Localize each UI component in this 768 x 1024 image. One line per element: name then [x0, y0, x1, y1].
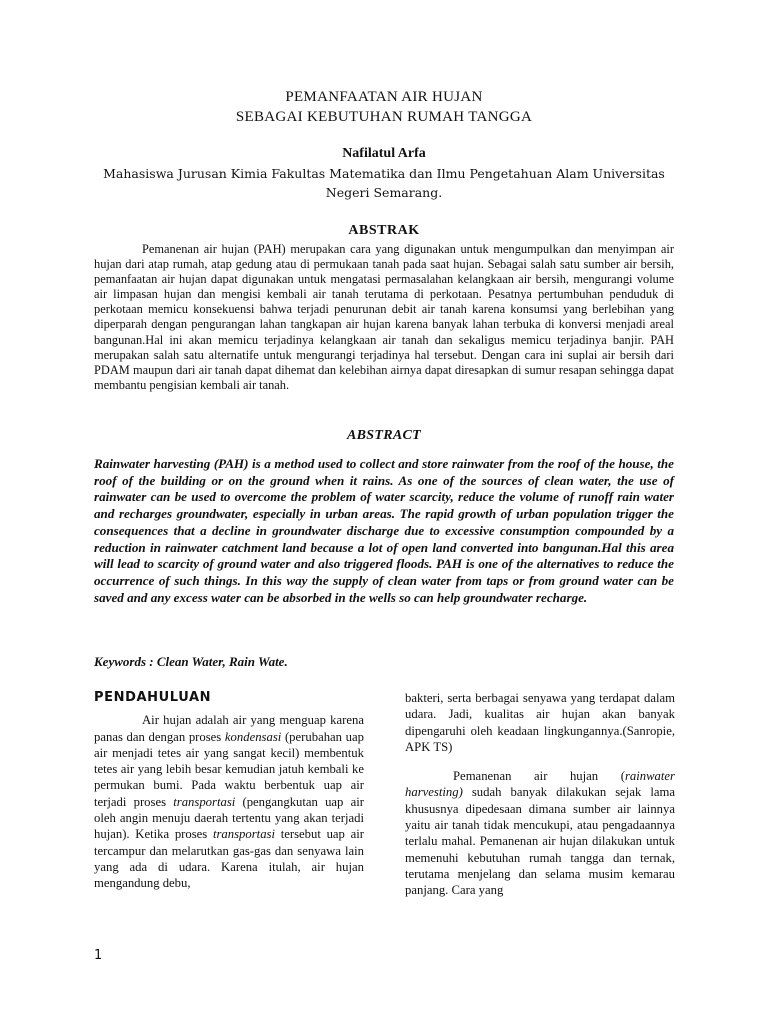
paper-title: [0, 87, 768, 127]
text-run-italic: kondensasi: [224, 729, 282, 744]
author-affiliation: Mahasiswa Jurusan Kimia Fakultas Matematika dan Ilmu Pengetahuan Alam Universitas Negeri Semarang.: [103, 166, 665, 200]
text-run: (perubahan uap air menjadi tetes air yang sangat kecil) membentuk tetes air yang lebih besar kemudian jatuh kembali ke permukan bumi. Pada waktu berbentuk uap air terjadi proses: [94, 729, 364, 809]
text-run: bakteri, serta berbagai senyawa yang terdapat dalam udara. Jadi, kualitas air hujan akan banyak dipengaruhi oleh keadaan lingkungannya.(Sanropie, APK TS): [405, 691, 675, 754]
text-run: (pengangkutan uap air oleh angin menuju daerah tertentu yang akan terjadi hujan). Ketika proses: [94, 794, 364, 842]
text-run-italic: rainwater harvesting): [405, 769, 675, 800]
author-name: Nafilatul Arfa: [342, 146, 426, 161]
pendahuluan-paragraph-1: [94, 712, 364, 891]
abstract-heading: ABSTRACT: [347, 428, 421, 443]
text-run-italic: transportasi: [173, 794, 236, 809]
pendahuluan-paragraph-1-continued: [405, 690, 675, 755]
pendahuluan-paragraph-2: [405, 768, 675, 898]
text-run: sudah banyak dilakukan sejak lama khususnya dipedesaan dimana sumber air lainnya yaitu air tanah tidak mencukupi, atau pengadaannya terlalu mahal. Pemanenan air hujan dilakukan untuk memenuhi kebutuhan rumah tangga dan ternak, terutama menjelang dan selama musim kemarau panjang. Cara yang: [405, 785, 675, 898]
page-number: 1: [94, 948, 103, 963]
abstrak-heading: ABSTRAK: [348, 223, 420, 238]
body-column-right: [405, 690, 675, 899]
pendahuluan-heading: PENDAHULUAN: [94, 690, 212, 705]
title-line-2: SEBAGAI KEBUTUHAN RUMAH TANGGA: [235, 109, 533, 125]
title-line-1: PEMANFAATAN AIR HUJAN: [285, 89, 483, 105]
keywords: Keywords : Clean Water, Rain Wate.: [94, 654, 288, 669]
body-column-left: [94, 690, 364, 892]
text-run: tersebut uap air tercampur dan melarutkan gas-gas dan senyawa lain yang ada di udara. Karena itulah, air hujan mengandung debu,: [94, 827, 364, 891]
text-run: Pemanenan air hujan (: [453, 769, 625, 784]
abstract-text: Rainwater harvesting (PAH) is a method used to collect and store rainwater from the roof of the house, the roof of the building or on the ground when it rains. As one of the sources of clean water, the use of rainwater can be used to overcome the problem of water scarcity, reduce the volume of runoff rain water and recharges groundwater, especially in urban areas. The rapid growth of urban population trigger the consequences that a decline in groundwater discharge due to excessive consumption compounded by a reduction in rainwater catchment land because a lot of open land converted into bangunan.Hal this area will lead to scarcity of ground water and also triggered floods. PAH is one of the alternatives to reduce the occurrence of such things. In this way the supply of clean water from taps or from ground water can be saved and any excess water can be absorbed in the wells so can help groundwater recharge.: [94, 456, 674, 605]
paragraph-gap: [405, 755, 675, 768]
text-run: Air hujan adalah air yang menguap karena panas dan dengan proses: [94, 713, 364, 744]
text-run-italic: transportasi: [212, 827, 275, 842]
abstrak-text: Pemanenan air hujan (PAH) merupakan cara yang digunakan untuk mengumpulkan dan menyimpan air hujan dari atap rumah, atap gedung atau di permukaan tanah pada saat hujan. Sebagai salah satu sumber air bersih, pemanfaatan air hujan dapat digunakan untuk mengatasi permasalahan kelangkaan air bersih, mengurangi volume air limpasan hujan dan mengisi kembali air tanah terutama di perkotaan. Pesatnya pertumbuhan penduduk di perkotaan memicu konsekuensi bahwa terjadi penurunan debit air tanah karena konsumsi yang berlebihan yang diperparah dengan pengurangan lahan tangkapan air hujan karena banyak lahan terbuka di konversi menjadi areal bangunan.Hal ini akan memicu terjadinya kelangkaan air tanah dan sekaligus memicu terjadinya banjir. PAH merupakan salah satu alternatife untuk mengurangi terjadinya hal tersebut. Dengan cara ini suplai air bersih dari PDAM maupun dari air tanah dapat dihemat dan kelebihan airnya dapat diresapkan di sumur resapan sehingga dapat membantu pengisian kembali air tanah.: [94, 242, 674, 392]
